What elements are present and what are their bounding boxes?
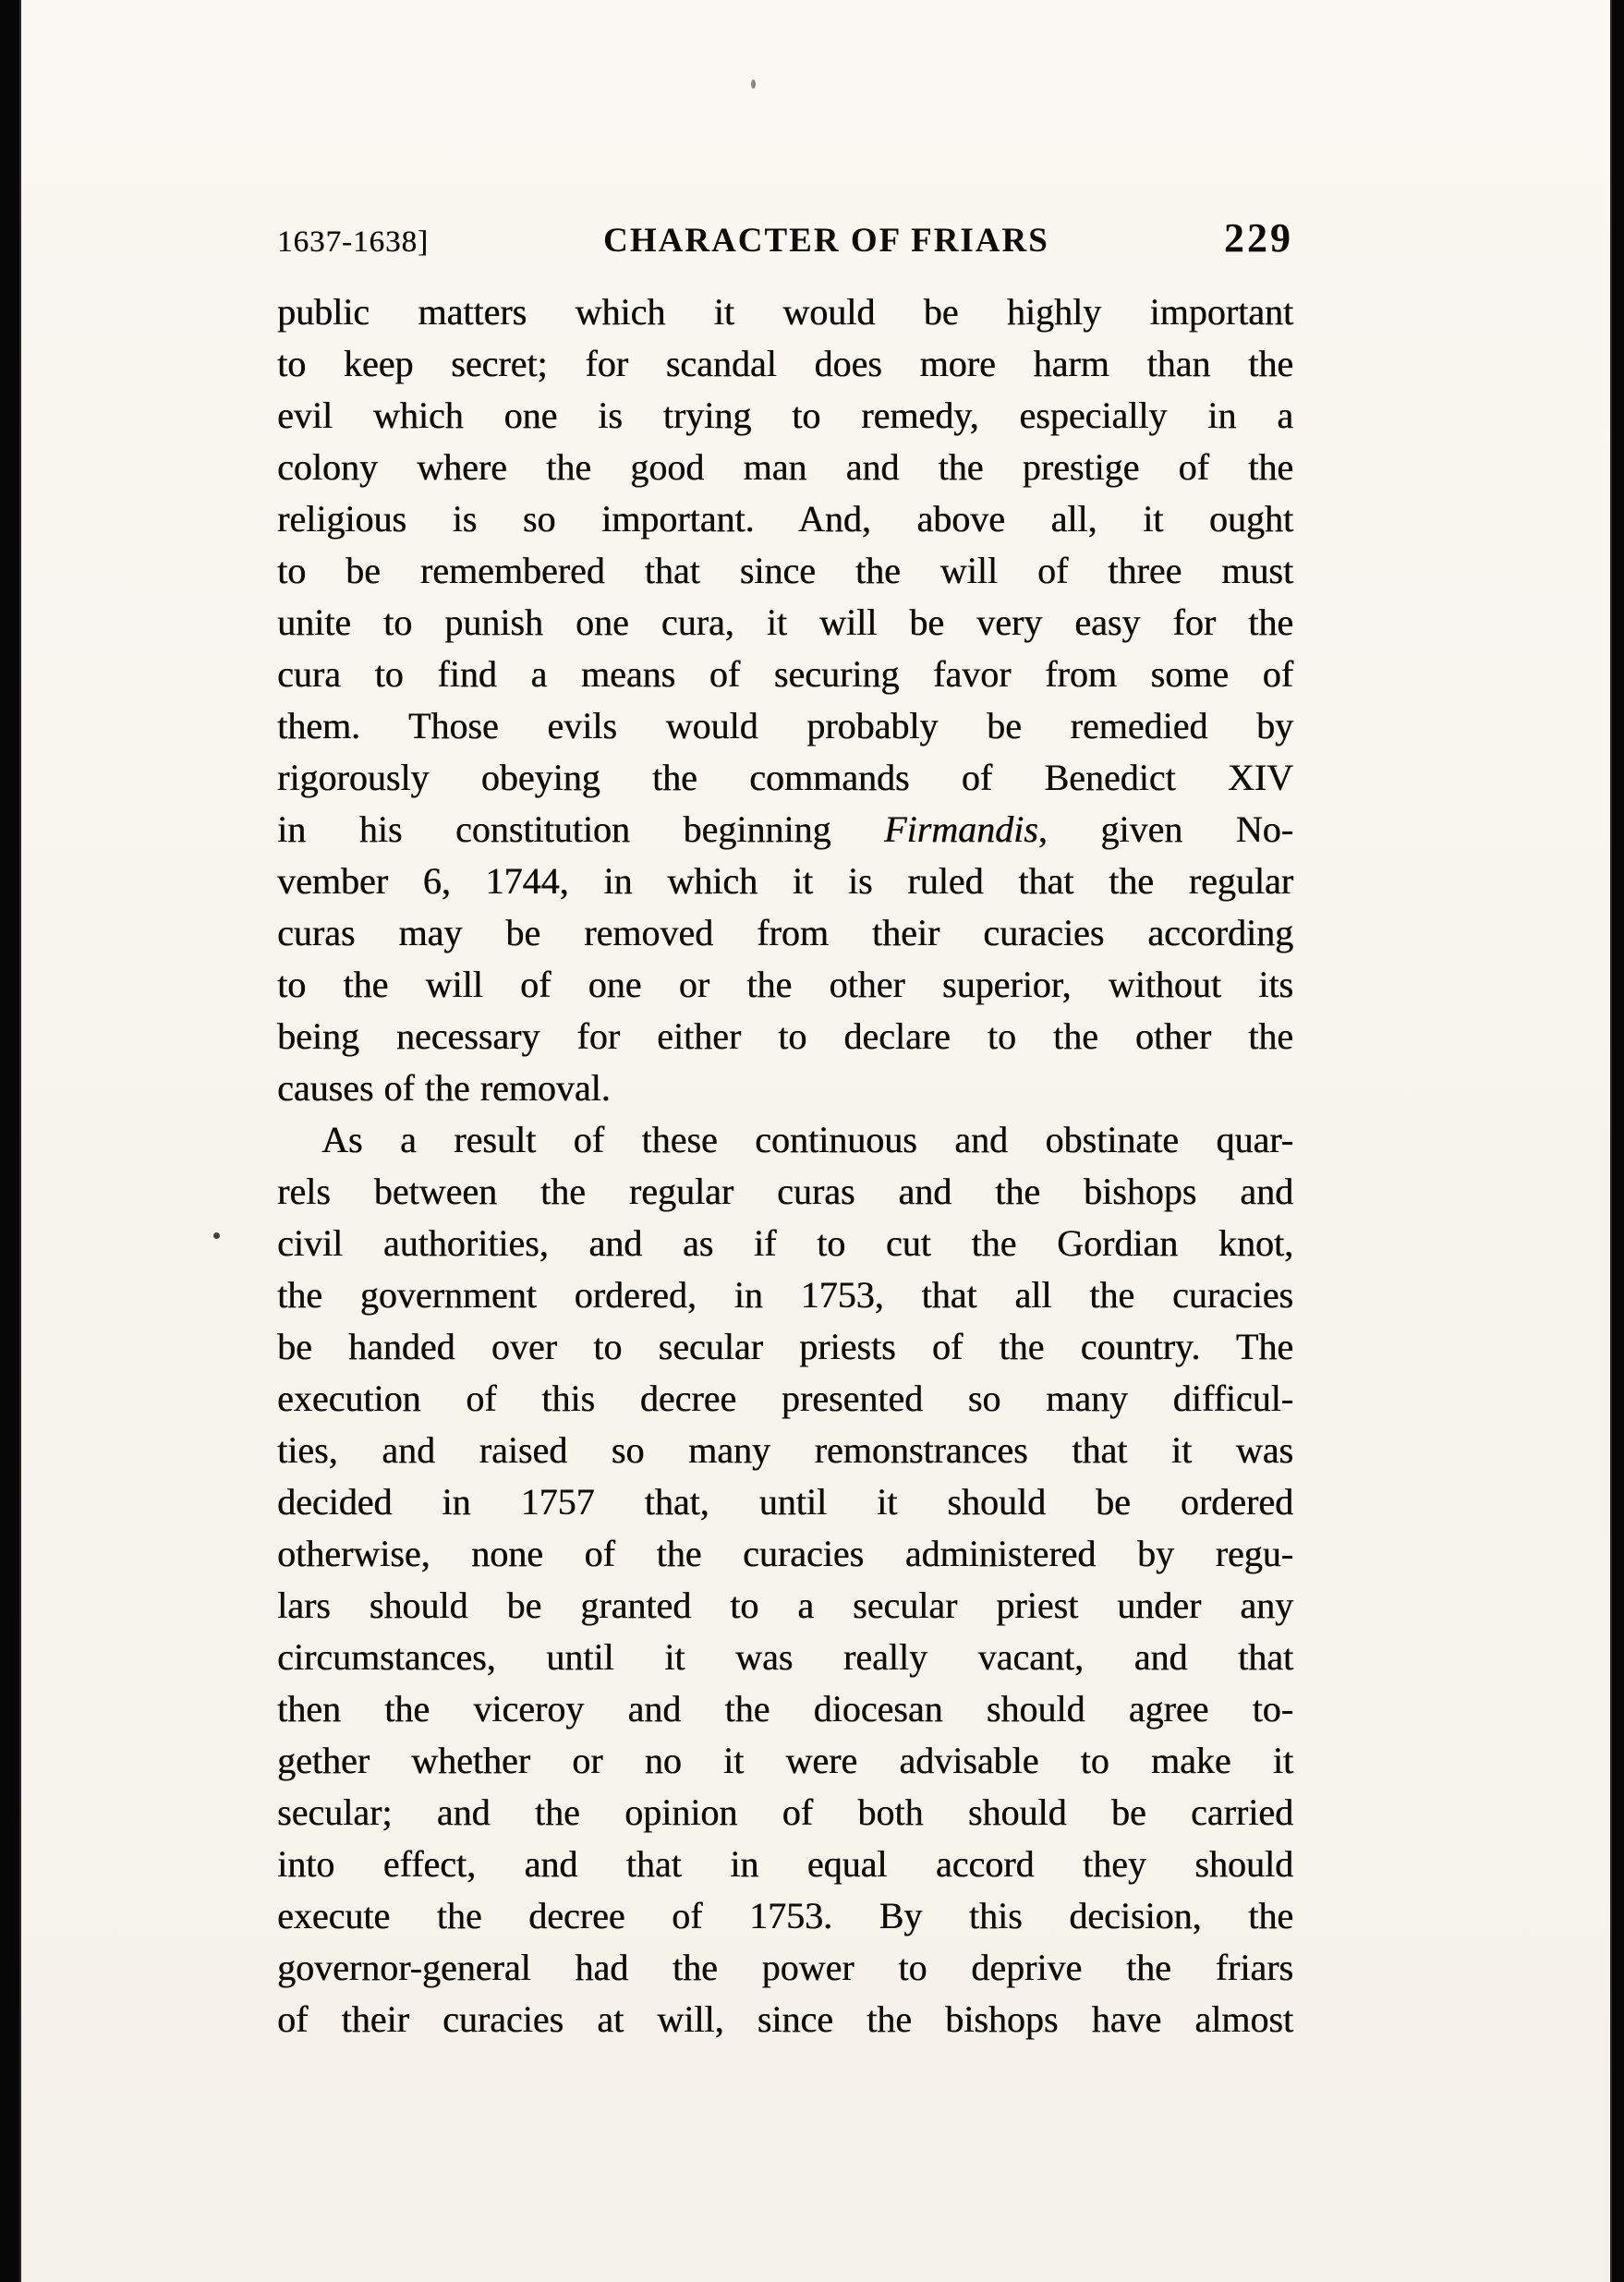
text-line: curas may be removed from their curacies according: [277, 912, 1293, 953]
text-line: them. Those evils would probably be remedied by: [277, 705, 1293, 747]
text-segment: , given No-: [1037, 808, 1293, 850]
text-line: to keep secret; for scandal does more harm than the: [277, 343, 1293, 384]
scan-speck: [751, 79, 756, 89]
text-line: lars should be granted to a secular priest under any: [277, 1584, 1293, 1626]
text-line: being necessary for either to declare to the other the: [277, 1015, 1293, 1057]
text-line: governor-general had the power to deprive the friars: [277, 1947, 1293, 1988]
text-line: to be remembered that since the will of three must: [277, 550, 1293, 591]
body-text: [277, 286, 1293, 2045]
text-line: colony where the good man and the prestige of the: [277, 446, 1293, 488]
text-line: secular; and the opinion of both should be carried: [277, 1791, 1293, 1833]
scan-artifact-left-edge: [0, 0, 21, 2282]
text-line: rels between the regular curas and the bishops and: [277, 1171, 1293, 1212]
text-line: execute the decree of 1753. By this decision, the: [277, 1895, 1293, 1936]
page-header-title: CHARACTER OF FRIARS: [603, 222, 1049, 260]
text-line: religious is so important. And, above all, it ought: [277, 498, 1293, 540]
text-line: then the viceroy and the diocesan should agree to-: [277, 1688, 1293, 1730]
scan-speck: [213, 1232, 220, 1239]
header-date-range: 1637-1638]: [277, 225, 429, 259]
text-line: cura to find a means of securing favor from some of: [277, 653, 1293, 695]
text-line: circumstances, until it was really vacant, and that: [277, 1636, 1293, 1678]
text-line: civil authorities, and as if to cut the Gordian knot,: [277, 1222, 1293, 1264]
text-line: execution of this decree presented so many difficul-: [277, 1378, 1293, 1419]
text-line: into effect, and that in equal accord they should: [277, 1843, 1293, 1885]
text-line: [277, 804, 1293, 856]
text-line: vember 6, 1744, in which it is ruled that the regular: [277, 860, 1293, 902]
page-number: 229: [1223, 215, 1293, 261]
text-line: rigorously obeying the commands of Benedict XIV: [277, 757, 1293, 798]
text-line: the government ordered, in 1753, that all the curacies: [277, 1274, 1293, 1316]
italic-term: Firmandis: [884, 808, 1038, 850]
text-segment: in his constitution beginning: [277, 808, 885, 850]
text-line: of their curacies at will, since the bishops have almost: [277, 1998, 1293, 2040]
text-line: public matters which it would be highly important: [277, 291, 1293, 333]
text-line: be handed over to secular priests of the country. The: [277, 1326, 1293, 1367]
text-line: ties, and raised so many remonstrances that it was: [277, 1429, 1293, 1471]
scan-artifact-right-edge: [1610, 0, 1624, 2282]
text-line: evil which one is trying to remedy, especially in a: [277, 394, 1293, 436]
text-line: causes of the removal.: [277, 1067, 611, 1109]
text-line: gether whether or no it were advisable to make it: [277, 1740, 1293, 1781]
text-line: decided in 1757 that, until it should be ordered: [277, 1481, 1293, 1523]
text-line: As a result of these continuous and obstinate quar-: [321, 1119, 1293, 1160]
text-line: otherwise, none of the curacies administered by regu-: [277, 1533, 1293, 1574]
page-header: [277, 214, 1293, 261]
text-line: to the will of one or the other superior, without its: [277, 964, 1293, 1005]
text-line: unite to punish one cura, it will be very easy for the: [277, 601, 1293, 643]
